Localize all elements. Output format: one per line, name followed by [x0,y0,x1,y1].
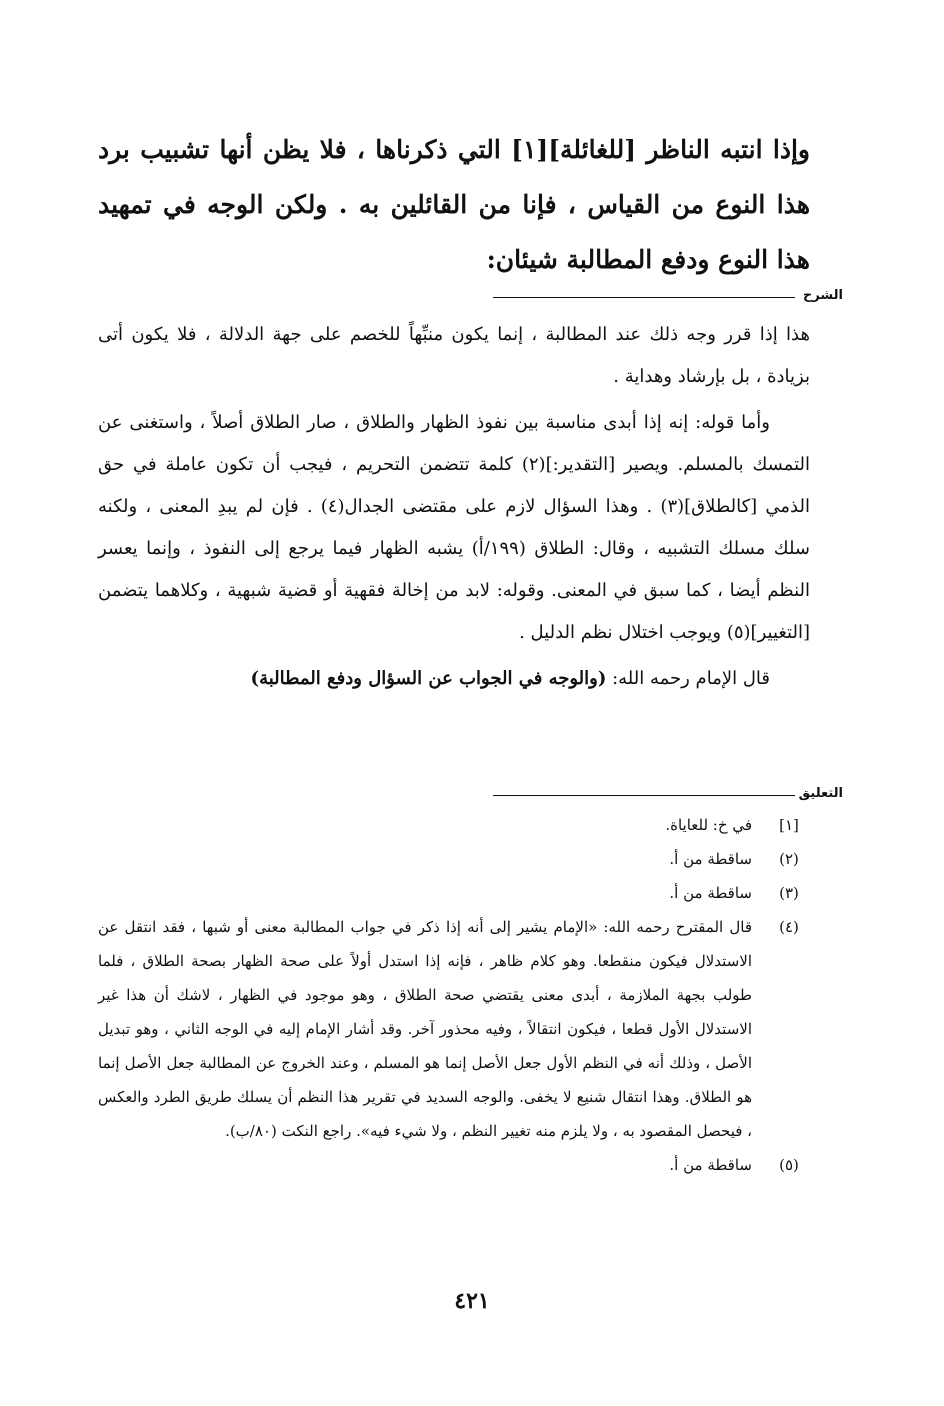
footnote [98,876,810,910]
footnote-text: قال المقترح رحمه الله: «الإمام يشير إلى أنه إذا ذكر في جواب المطالبة معنى أو شبها ، فقد انتقل عن الاستدلال فيكون منقطعا. وهو كلام ظاهر ، فإنه إذا استدل أولاً على صحة الظهار بصحة الطلاق ، فلما طولب بجهة الملازمة ، أبدى معنى يقتضي صحة الطلاق ، وهو موجود في الظهار ، لاشك أن هذا غير الاستدلال الأول قطعا ، فيكون انتقالاً ، وفيه محذور آخر. وقد أشار الإمام إليه في الوجه الثاني ، وهو تبديل الأصل ، وذلك أنه في النظم الأول جعل الأصل إنما هو المسلم ، وعند الخروج عن المطالبة جعل الأصل إنما هو الطلاق. وهذا انتقال شنيع لا يخفى. والوجه السديد في تقرير هذا النظم أن يسلك طريق الطرد والعكس ، فيحصل المقصود به ، ولا يلزم منه تغيير النظم ، ولا شيء فيه». راجع النكت (٨٠/ب). [98,918,752,1140]
footnote-number: (٢) [779,850,799,868]
footnote-number: (٤) [779,918,799,936]
footnote-number: (٣) [779,884,799,902]
sharh-paragraph-2: وأما قوله: إنه إذا أبدى مناسبة بين نفوذ الظهار والطلاق ، صار الطلاق أصلاً ، واستغنى عن التمسك بالمسلم. ويصير [التقدير:](٢) كلمة تتضمن التحريم ، فيجب أن تكون عاملة في حق الذمي [كالطلاق](٣) . وهذا السؤال لازم على مقتضى الجدال(٤) . فإن لم يبدِ المعنى ، ولكنه سلك مسلك التشبيه ، وقال: الطلاق (١٩٩/أ) يشبه الظهار فيما يرجع إلى النفوذ ، وإنما يعسر النظم أيضا ، كما سبق في المعنى. وقوله: لابد من إخالة فقهية أو قضية شبهية ، وكلاهما يتضمن [التغيير](٥) ويوجب اختلال نظم الدليل . [98,412,810,643]
footnote-text: ساقطة من أ. [669,850,752,868]
sharh-paragraph-3-prefix: قال الإمام رحمه الله: [606,668,770,689]
footnote-text: ساقطة من أ. [669,884,752,902]
sharh-paragraph-3-quote: (والوجه في الجواب عن السؤال ودفع المطالبة) [250,668,607,689]
taliq-label: التعليق [798,786,843,801]
main-text [98,122,810,287]
taliq-divider [98,786,843,808]
taliq-rule [493,795,795,796]
footnote [98,808,810,842]
footnote-number: (٥) [779,1156,799,1174]
page-number: ٤٢١ [454,1288,490,1314]
footnote [98,842,810,876]
footnote-text: في خ: للعاياة. [665,816,752,834]
sharh-section [98,314,810,704]
footnote [98,1148,810,1182]
main-text-paragraph: وإذا انتبه الناظر [للغائلة][١] التي ذكرناها ، فلا يظن أنها تشبيب برد هذا النوع من القياس ، فإنا من القائلين به . ولكن الوجه في تمهيد هذا النوع ودفع المطالبة شيئان: [98,135,810,274]
sharh-label: الشرح [802,288,843,303]
sharh-paragraph-1: هذا إذا قرر وجه ذلك عند المطالبة ، إنما يكون منبِّهاً للخصم على جهة الدلالة ، فلا يكون أتى بزيادة ، بل بإرشاد وهداية . [98,324,810,387]
sharh-divider [98,288,843,310]
footnotes [98,808,810,1182]
footnote-number: [١] [779,816,799,834]
sharh-rule [493,297,795,298]
footnote [98,910,810,1148]
sharh-paragraph-3 [98,658,810,700]
footnote-text: ساقطة من أ. [669,1156,752,1174]
